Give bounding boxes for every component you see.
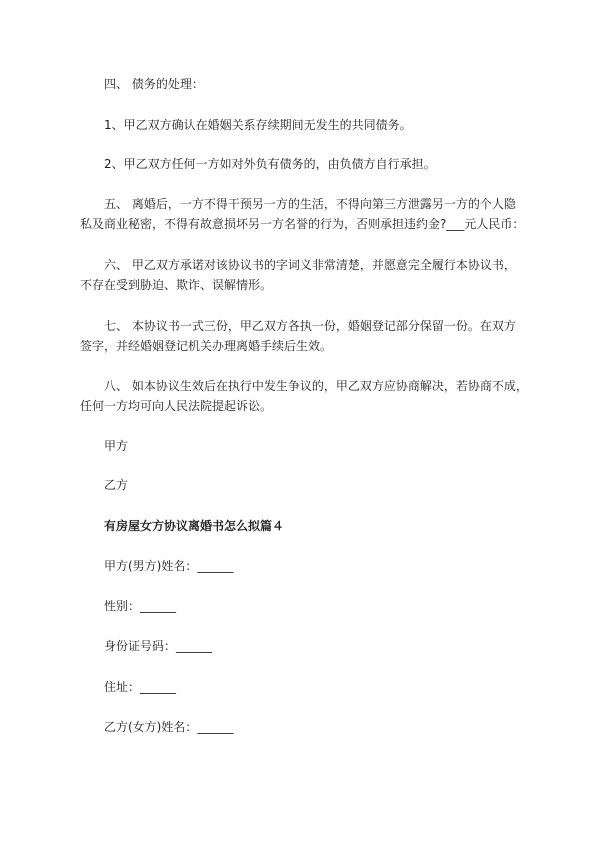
debt-clause-2: 2、甲乙双方任何一方如对外负有债务的，由负债方自行承担。 — [104, 157, 436, 171]
clause-6-line-2: 不存在受到胁迫、欺诈、误解情形。 — [80, 278, 273, 292]
clause-5-line-1: 五、 离婚后，一方不得干预另一方的生活，不得向第三方泄露另一方的个人隐 — [104, 197, 516, 211]
clause-8-line-1: 八、 如本协议生效后在执行中发生争议的，甲乙双方应协商解决，若协商不成， — [104, 379, 528, 393]
party-a-signature-label: 甲方 — [104, 439, 129, 453]
debt-clause-1: 1、甲乙双方确认在婚姻关系存续期间无发生的共同债务。 — [104, 118, 412, 132]
clause-7-line-2: 签字，并经婚姻登记机关办理离婚手续后生效。 — [80, 339, 333, 353]
debt-section-heading: 四、 债务的处理： — [104, 77, 204, 91]
id-number-field: 身份证号码：______ — [104, 639, 213, 653]
section-title: 有房屋女方协议离婚书怎么拟篇４ — [104, 519, 285, 533]
gender-field: 性别：______ — [104, 599, 177, 613]
party-b-name-field: 乙方(女方)姓名：______ — [104, 720, 234, 734]
clause-8-line-2: 任何一方均可向人民法院提起诉讼。 — [80, 399, 273, 413]
clause-5-line-2: 私及商业秘密，不得有故意损坏另一方名誉的行为，否则承担违约金?___元人民币： — [80, 217, 525, 231]
party-b-signature-label: 乙方 — [104, 478, 129, 492]
clause-6-line-1: 六、 甲乙双方承诺对该协议书的字词义非常清楚，并愿意完全履行本协议书， — [104, 258, 516, 272]
party-a-name-field: 甲方(男方)姓名：______ — [104, 559, 234, 573]
address-field: 住址：______ — [104, 680, 177, 694]
clause-7-line-1: 七、 本协议书一式三份，甲乙双方各执一份，婚姻登记部分保留一份。在双方 — [104, 319, 516, 333]
